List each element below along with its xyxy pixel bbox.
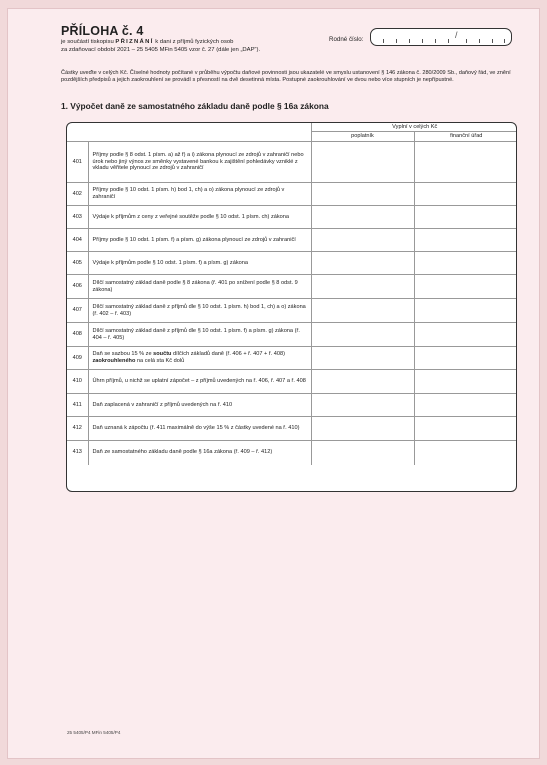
amount-urad-field[interactable] (414, 441, 517, 465)
form-footer-code: 25 5405/P4 MFin 5405/P4 (67, 730, 121, 735)
amount-urad-field[interactable] (414, 183, 517, 206)
amount-poplatnik-field[interactable] (311, 441, 414, 465)
digit-tick (435, 39, 436, 43)
amount-poplatnik-field[interactable] (311, 229, 414, 252)
row-label: Příjmy podle § 8 odst. 1 písm. a) až f) a i) zákona plynoucí ze zdrojů v zahraničí nebo úrok nebo jiný výnos ze směnky vystavené bankou k zajištění pohledávky vzniklé z vkladu věřitele plynoucí ze zdrojů v zahraničí (88, 142, 311, 183)
row-label: Daň uznaná k zápočtu (ř. 411 maximálně do výše 15 % z částky uvedené na ř. 410) (88, 417, 311, 441)
amount-urad-field[interactable] (414, 142, 517, 183)
amount-poplatnik-field[interactable] (311, 183, 414, 206)
row-label: Daň ze samostatného základu daně podle § 16a zákona (ř. 409 – ř. 412) (88, 441, 311, 465)
digit-tick (422, 39, 423, 43)
rodne-cislo-separator: / (455, 30, 458, 40)
row-number: 404 (67, 229, 88, 252)
amount-urad-field[interactable] (414, 299, 517, 323)
form-subtitle: je součástí tiskopisu PŘIZNÁNÍ k dani z příjmů fyzických osob za zdaňovací období 2021 – 25 5405 MFin 5405 vzor č. 27 (dále jen „DAP“). (61, 39, 261, 53)
row-number: 405 (67, 252, 88, 275)
row-label: Příjmy podle § 10 odst. 1 písm. h) bod 1, ch) a o) zákona plynoucí ze zdrojů v zahraničí (88, 183, 311, 206)
digit-tick (466, 39, 467, 43)
digit-tick (383, 39, 384, 43)
table-row (67, 417, 517, 441)
table-row (67, 347, 517, 370)
amount-poplatnik-field[interactable] (311, 252, 414, 275)
digit-tick (492, 39, 493, 43)
rodne-cislo-label: Rodné číslo: (329, 36, 364, 43)
col-header-financni-urad: finanční úřad (414, 132, 517, 142)
table-row (67, 252, 517, 275)
row-label: Úhrn příjmů, u nichž se uplatní zápočet – z příjmů uvedených na ř. 406, ř. 407 a ř. 408 (88, 370, 311, 394)
row-number: 407 (67, 299, 88, 323)
table-row (67, 183, 517, 206)
form-title: PŘÍLOHA č. 4 (61, 24, 144, 38)
amount-urad-field[interactable] (414, 206, 517, 229)
row-number: 406 (67, 275, 88, 299)
row-label: Dílčí samostatný základ daně z příjmů dle § 10 odst. 1 písm. h) bod 1, ch) a o) zákona (ř. 402 – ř. 403) (88, 299, 311, 323)
table-corner (67, 123, 311, 142)
row-number: 408 (67, 323, 88, 347)
digit-tick (448, 39, 449, 43)
row-label: Výdaje k příjmům z ceny z veřejné soutěže podle § 10 odst. 1 písm. ch) zákona (88, 206, 311, 229)
amount-poplatnik-field[interactable] (311, 370, 414, 394)
amount-urad-field[interactable] (414, 252, 517, 275)
table-row (67, 299, 517, 323)
digit-tick (409, 39, 410, 43)
amount-poplatnik-field[interactable] (311, 299, 414, 323)
row-label: Daň se sazbou 15 % ze součtu dílčích základů daně (ř. 406 + ř. 407 + ř. 408) zaokrouhleného na celá sta Kč dolů (88, 347, 311, 370)
tax-table (66, 122, 517, 492)
amount-urad-field[interactable] (414, 394, 517, 417)
table-row (67, 229, 517, 252)
amount-poplatnik-field[interactable] (311, 275, 414, 299)
row-label: Dílčí samostatný základ daně z příjmů dle § 10 odst. 1 písm. f) a písm. g) zákona (ř. 404 – ř. 405) (88, 323, 311, 347)
amount-urad-field[interactable] (414, 275, 517, 299)
digit-tick (479, 39, 480, 43)
table-row (67, 142, 517, 183)
instructions-note: Částky uveďte v celých Kč. Číselné hodnoty počítané v průběhu výpočtu daňové povinnosti jsou ukazatelé ve smyslu ustanovení § 146 zákona č. 280/2009 Sb., daňový řád, ve znění pozdějších předpisů a jejich zaokrouhlení se provádí s přesností na dvě desetinná místa. Postupné zaokrouhlování ve dvou nebo více stupních je nepřípustné. (61, 70, 511, 84)
table-row (67, 370, 517, 394)
amount-urad-field[interactable] (414, 229, 517, 252)
amount-poplatnik-field[interactable] (311, 206, 414, 229)
table-row (67, 275, 517, 299)
section-title: 1. Výpočet daně ze samostatného základu daně podle § 16a zákona (61, 101, 329, 111)
col-header-poplatnik: poplatník (311, 132, 414, 142)
amount-urad-field[interactable] (414, 417, 517, 441)
rodne-cislo-field[interactable] (370, 28, 512, 46)
row-number: 401 (67, 142, 88, 183)
row-number: 410 (67, 370, 88, 394)
table-row (67, 323, 517, 347)
row-number: 409 (67, 347, 88, 370)
row-label: Daň zaplacená v zahraničí z příjmů uvedených na ř. 410 (88, 394, 311, 417)
header-group: Vyplní v celých Kč (311, 123, 517, 132)
amount-poplatnik-field[interactable] (311, 417, 414, 441)
digit-tick (504, 39, 505, 43)
amount-urad-field[interactable] (414, 323, 517, 347)
table-row (67, 441, 517, 465)
digit-tick (396, 39, 397, 43)
row-label: Výdaje k příjmům podle § 10 odst. 1 písm. f) a písm. g) zákona (88, 252, 311, 275)
amount-poplatnik-field[interactable] (311, 323, 414, 347)
row-number: 412 (67, 417, 88, 441)
amount-urad-field[interactable] (414, 347, 517, 370)
row-number: 402 (67, 183, 88, 206)
table-row (67, 394, 517, 417)
row-number: 403 (67, 206, 88, 229)
row-number: 413 (67, 441, 88, 465)
row-number: 411 (67, 394, 88, 417)
row-label: Dílčí samostatný základ daně podle § 8 zákona (ř. 401 po snížení podle § 8 odst. 9 zákona) (88, 275, 311, 299)
amount-urad-field[interactable] (414, 370, 517, 394)
table-row (67, 206, 517, 229)
amount-poplatnik-field[interactable] (311, 347, 414, 370)
amount-poplatnik-field[interactable] (311, 394, 414, 417)
row-label: Příjmy podle § 10 odst. 1 písm. f) a písm. g) zákona plynoucí ze zdrojů v zahraničí (88, 229, 311, 252)
amount-poplatnik-field[interactable] (311, 142, 414, 183)
